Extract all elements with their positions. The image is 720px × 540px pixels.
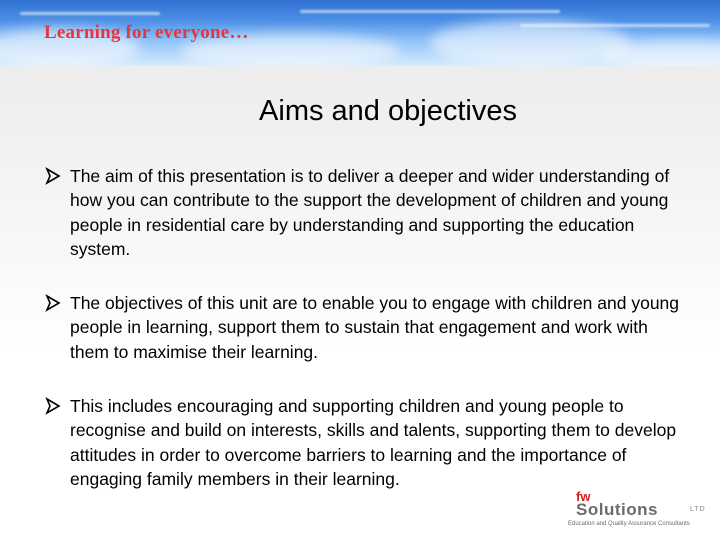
banner-streak <box>300 10 560 13</box>
logo-tagline: Education and Quality Assurance Consultants <box>568 521 690 527</box>
arrow-bullet-icon <box>44 396 62 416</box>
slide-heading: Aims and objectives <box>259 95 517 127</box>
bullet-item <box>44 291 688 364</box>
logo-suffix: LTD <box>690 506 706 513</box>
arrow-bullet-icon <box>44 166 62 186</box>
logo-name: Solutions <box>576 500 658 519</box>
bullet-text: The aim of this presentation is to deliver a deeper and wider understanding of how you can contribute to the support the development of children and young people in residential care by understanding and supporting the education system. <box>70 166 670 259</box>
bullet-text: This includes encouraging and supporting children and young people to recognise and build on interests, skills and talents, supporting them to develop attitudes in order to overcome barriers to learning and the importance of engaging family members in their learning. <box>70 396 677 489</box>
arrow-bullet-icon <box>44 293 62 313</box>
bullet-text: The objectives of this unit are to enable you to engage with children and young people in learning, support them to sustain that engagement and work with them to maximise their learning. <box>70 293 680 362</box>
banner-title: Learning for everyone… <box>44 22 249 43</box>
company-logo <box>562 487 714 537</box>
banner-streak <box>20 12 160 15</box>
bullet-item <box>44 394 688 491</box>
header-banner <box>0 0 720 66</box>
logo-prefix: fw <box>576 489 591 504</box>
bullet-list <box>44 164 688 491</box>
banner-streak <box>520 24 710 27</box>
bullet-item <box>44 164 688 261</box>
